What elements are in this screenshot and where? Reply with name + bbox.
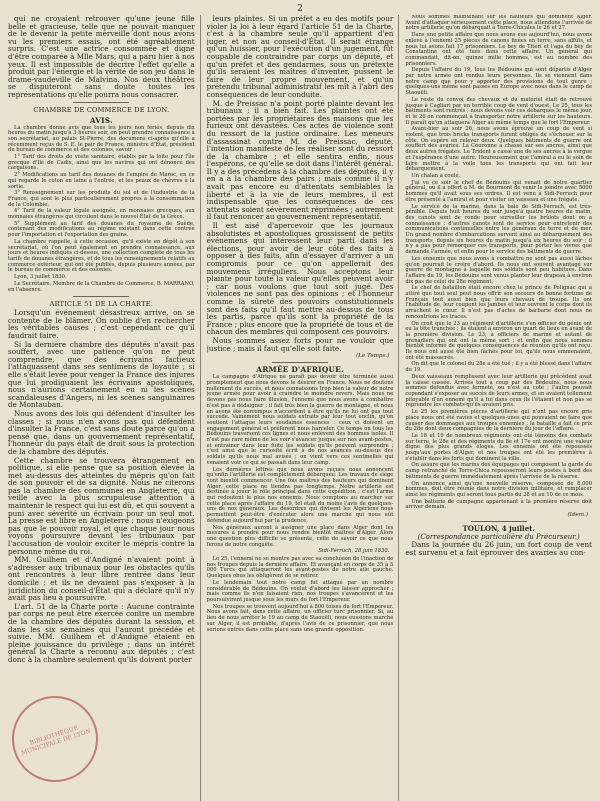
column-2	[207, 15, 400, 801]
paragraph: Dans une petite affaire que nous avons eue aujourd'hui, nous avons enlevé à l'ennemi 25 pièces de canons fixées en terre, sans affûts, et nous lui avons fait 17 prisonniers. Le bey de Titeri et l'aga du bey de Constantine ont été tués dans cette affaire. Un général qui commandait, dit-on, quinze mille hommes, est au nombre des prisonniers.	[405, 32, 592, 67]
paragraph: Nos troupes se trouvent aujourd'hui à 800 toises du fort l'Empereur. Nous avons fait, dans cette affaire, un officier turc prisonnier. Si, au lieu de nous arrêter le 19 au camp de Staouëli, nous eussions marché sur Alger, il est probable, d'après l'avis de ce prisonnier, que nous serions entrés dans cette place sans une grande opposition.	[206, 603, 394, 633]
section-heading: ARTICLE 51 DE LA CHARTE.	[49, 300, 154, 309]
paragraph: L'art. 51 de la Charte porte : Aucune contrainte par corps ne peut être exercée contre un membre de la chambre des députés durant la session, et dans les six semaines qui l'auront précédée et suivie. MM. Guilhem et d'Andigné étaient en pleine jouissance du privilège ; dans un intérêt général la Charte a reconnu aux députés ; c'est donc à la chambre seulement qu'ils doivent porter	[8, 601, 195, 664]
stamp-text: BIBLIOTHÈQUE MUNICIPALE DE LYON	[20, 724, 92, 757]
paragraph: Le lendemain tout notre camp fut attaqué par un nombre considérable de Bédouins. On voulut d'abord les laisser approcher ; mais comme ils n'en faisaient rien, nos troupes s'avancèrent et les poursuivirent jusque sous les murs du fort l'Empereur.	[206, 579, 394, 603]
paragraph: Nous sommes maintenant sur les hauteurs qui dominent Alger. Avant d'attaquer sérieusement cette place, nous attendons l'arrivée de notre artillerie qu'on débarquait à Torre-Chicales le 26 et 27.	[405, 15, 592, 32]
paragraph: Cette chambre se trouvera étrangement en politique, si elle pense que sa position élevée la met au-dessus des atteintes du mépris qu'on fait de son pouvoir et de sa dignité. Nous ne citerons pas la chambre des communes en Angleterre, qui veille avec la plus scrupuleuse attention à maintenir le respect qui lui est dû, et qui souvent a puni avec sévérité un écrivain pour un seul mot. La presse est libre en Angleterre ; nous n'exigeons pas que le pouvoir royal, et que chaque jour nous voyons poursuivre devant les tribunaux par l'accusation de vouloir exciter le mépris contre la personne même du roi.	[8, 455, 195, 556]
paragraph: Il est aisé d'apercevoir que les journaux absolutistes et apostoliques grossissent de petits événemens qui intéressent leur parti dans les élections, pour avoir de leur côté des faits à opposer à des faits, afin d'essayer d'arriver à un compromis pour ce qu'on appellerait des mouvemens irréguliers. Nous acceptons leur plainte pour toute la valeur qu'elles peuvent avoir ; car nous voulons que tout soit jugé. Des violences ne sont pas des opinions ; et l'honneur comme la sûreté des pouvoirs constitutionnels sont des faits qu'il faut mettre au-dessus de tous les partis, parce qu'ils sont la propriété de la France ; plus encore que la propriété de tous et de chacun des membres qui composent ces pouvoirs.	[206, 221, 394, 337]
divider	[471, 521, 527, 522]
paragraph: Les ennemis que nous avons à combattre ne sont pas aussi lâches qu'on pourrait le croire d'abord. Ils nous ont souvent avantagé sur guerre de montagne à laquelle nos soldats sont peu habitués. Dans l'affaire du 19, les Bédouins sont venus planter leur drapeau à environ dix pas de celui du 28e régiment.	[405, 255, 592, 285]
paragraph: 1° Tarif des droits de visite sanitaire, établis par la loite pour l'île grecque d'Ile de Cadix, ainsi que les navires qui ont dénoncé des cargaisons.	[8, 154, 195, 172]
page-number: 2	[297, 4, 303, 14]
divider	[73, 102, 129, 103]
paragraph: Un chalan a coulé.	[411, 172, 461, 179]
paragraph: Le service de la marine, dans la baie de Sidi-Ferruch, est très-pénible. Depuis huit heures du soir jusqu'à quatre heures du matin, des canots sont de ronde pour surveiller les brûlots dont on a connaissance ; d'autres canots sont de service pour entretenir des communications continuelles entre les généraux de terre et de mer. Un grand nombre d'embarcations servent ainsi au débarquement des transports, depuis six heures du matin jusqu'à six heures du soir ; il n'y a pas pour remorquer ces transports, pour porter les vivres que demande l'armée, et enfin pour le service des bâtiments de guerre.	[405, 203, 592, 256]
paragraph: La chambre donne avis que tous les jours non fériés, depuis dix heures du matin jusqu'à 3 heures soir, on peut prendre connaissance à son secrétariat, au palais St-Pierre, des documens ci-après qu'elle a récemment reçus de S. E. le pair de France, ministre d'État, président du bureau de commerce et des colonies, savoir :	[8, 124, 195, 154]
paragraph: 4° Tarif de la valeur légale assignée, en monnaies grecques, aux monnaies étrangères qui circulent dans le nouvel État de la Grèce.	[8, 208, 195, 221]
paragraph: qui ne croyaient retrouver qu'une jeune fille belle et gracieuse, telle que ne pouvait manquer de le devenir la petite merveille dont nous avons vu les premiers essais, ont été agréablement surpris. C'est une actrice consommée et digne d'être comparée à Mlle Mars, qui a paru hier à nos yeux. Il est impossible de décrire l'effet qu'elle a produit par l'énergie et la vérité de son jeu dans le drame-vaudeville de Malvina. Nos deux théâtres se disputeront sans doute toutes les représentations qu'elle pourra nous consacrer.	[8, 15, 195, 99]
paragraph: Deux vaisseaux remplissent avec leur artillerie qui précèdent avait la caisse cassée. Arrivés tout à coup par des Bédouins, nous nous sommes défendus avec fermeté, ou n'est au coté ; l'autre pouvait cependant s'exposer au succès de leurs armes, et en avaient tellement pitoyable d'un ennemi qu'il a fui dans ceux ils l'étaient et non pas se reprendre les combats qu'ils avaient pris.	[405, 373, 592, 409]
paragraph: Depuis l'affaire du 19, tous les Bédouins qui sont départis d'Alger par notre armée ont rendus leurs personnes. Ils se viennent dans notre camp que pour y apporter des provisions de tout genre ; quelques-uns même sont passés en Europe avec nous dans le camp de Staouëli.	[405, 67, 592, 97]
section-subheading: (Correspondance particulière du Précurseur.)	[417, 533, 580, 542]
paragraph: Dans la journée du 26 juin, un fort coup de vent est survenu et a fait éprouver des avaries au con-	[405, 540, 592, 557]
dateline-heading: TOULON, 4 juillet.	[462, 524, 535, 534]
paragraph: Avant-hier au soir 26, nous avons éprouvé un coup de vent si violent, que trois bricks transports furent obligés de s'échouer sur la côte. On espère en relever deux. Quelques bâtiments de guerre ont souffert des avaries. La Couronne a chassé sur ses ancres, ainsi que deux autres frégates. Le Trident a cassé une de ses ancres à la vergue et l'espérance d'une autre. Heureusement que l'amiral a eu le soin de faire mettre à la voile tous les transports qui ont fait leur débarquement.	[405, 126, 592, 173]
paragraph: Le 25 les premières pièces d'artillerie qui n'ont pas encore pris place nous ont été ravies et quelques-unes qui pouvaient ne faire que causer des dommages aux troupes ennemies ; la bataille a fait ce prix du 28e dont deux compagnies de la dernière du jour de l'affaire.	[405, 409, 592, 433]
paragraph: Nous sommes assez forts pour ne vouloir que justice ; mais il faut qu'elle soit faite.	[206, 335, 394, 353]
paragraph: Lyon, 3 juillet 1830.	[14, 274, 67, 281]
divider	[73, 296, 129, 297]
paragraph: Le 18 et 19 de nombreux régiments ont été témoins des combats sur terre, le 28e et des régiments du 8e et 17e ont montré une valeur digne des plus grands éloges. Les ennemis ont été repoussés jusqu'aux portes d'Alger, et nos troupes ont été les premières à s'établir dans les forts qui dominent la ville.	[405, 432, 592, 462]
column-3	[405, 15, 592, 801]
paragraph: Le reste du convoi des chevaux et du matériel était de retrouvé jusque à Cagliari par un terrible coup de vent d'ouest. Le 25, tous les bâtiments sont rentrés ; nous devons voir ces débarqués le même jour, et le 26 on commençait à transporter notre artillerie sur les hauteurs. Il paraît qu'on attaquera Alger au même temps que le fort l'Empereur.	[405, 96, 592, 126]
paragraph: La campagne d'Afrique ne paraît pas devoir être terminée aussi promptement que nous devons le désirer en France. Nous ne doutons nullement du succès, et nous connaissons trop bien la valeur de notre jeune armée pour avoir à craindre le moindre revers. Mais nous ne devons pas nous faire illusion, l'ennemi que nous avons à combattre n'est pas à dédaigner ; il fait très bien la guerre de montagne, et nous en avons été corrompus n'accordent à être qu'ils ne lui ont pas tout succédé. Vainement nous soldats extraits par leur tout enclin, qu'on soutient l'attaque leurs soudaines essences : ceux ci doivent un engagement général et préfèrent nous harceler. Ce temps on tous les Bédouins traversent ces lignes et nous enlèvent des hommes isolés. Il n'est pas rare même de les voir s'avancer jusque sur nos avant-postes, et entrainer dans leur fuite les soldats qu'ils peuvent surprendre ; c'est ainsi que le curiosité écrit à de nos avancés au-dessus des soldats qu'ils nous mal avisés ; on vient vers ces sentinelles qui venaient voir ce qui se passait dans leur camp.	[206, 374, 394, 466]
source-attribution: (Le Temps.)	[356, 353, 390, 360]
paragraph: 3° Renseignement sur les produits du sol et de l'industrie de la France, qui sont le plus particulièrement propres à la consommation de la Colombie.	[8, 190, 195, 208]
paragraph: Une batterie de campagne appartenant à la première réserve doit arriver demain.	[405, 498, 592, 511]
paragraph: On croit que le 23 au régiment d'artillerie s'en officier du génie ont eu la tête tranchée ; ils étaient à environ un quart de lieue en avant de la première division. Le 23, à officiers de marine et autant de grenadiers qui ont ont la même sort ; et enfin que nous sommes bientôt informé de quelques conséquences de réunion qu'ils ont reçu. Ils nous ont aussi été bien fâchés pour toi, qu'ils nous emmenaient, ont été massacrés.	[405, 320, 592, 361]
paragraph: leurs plaintes. Si un préfet a eu des motifs pour violer la loi à leur égard l'article 51 de la Charte, c'est à la chambre seule qu'il appartient d'en juger, et non au conseil-d'État. Il serait étrange qu'un huissier, pour l'exécution d'un jugement, fût coupable de contraindre par corps un député, et qu'un préfet et des gendarmes, sous un prétexte qu'ils seraient les maîtres d'inventer, pussent le faire de leur propre mouvement, et qu'un prétendu tribunal administratif les mît à l'abri des conséquences de leur conduite.	[206, 15, 394, 99]
paragraph: MM. Guilhem et d'Andigné n'avaient point à s'adresser aux tribunaux pour les obstacles qu'ils ont rencontrés à leur libre rentrée dans leur domicile ; et ils ne devaient pas s'exposer à la juridiction du conseil-d'État qui a déclaré qu'il n'y avait pas lieu à poursuivre.	[8, 555, 195, 603]
paragraph: Les dernières lettres que nous avons reçues nous annoncent qu'enfin l'artillerie est complètement débarquée. Les travaux de siège vont bientôt commencer. Une fois maîtres des hauteurs qui dominent Alger, cette place ne tiendra pas longtemps. Notre artillerie est destinée à jouer le rôle principal dans cette expédition ; c'est l'arme qui redoutent le plus nos ennemis. Nous comptons au marcher sur cette place après l'affaire du 19, tel était du moins l'avis de quelques-uns de nos généraux. Les désordres qui divisent les Algériens nous permettent peut-être d'exécuter alors une marche qui nous eût défendue aujourd'hui par la prudence.	[206, 466, 394, 524]
dateline: Sidi-Ferruch, 28 juin 1830.	[318, 548, 390, 555]
paragraph: Si la dernière chambre des députés n'avait pas souffert, avec une patience qu'on ne peut comprendre, que des écrivains factieux l'attaquassent dans ses sentimens de loyauté ; si elle s'était levée pour venger la France des injures que lui prodiguaient les écrivains apostoliques, nous n'aurions certainement eu ni les scènes scandaleuses d'Angers, ni les scènes sanguinaires de Montauban.	[8, 339, 195, 410]
paragraph: 5° Supplément au tarif des douanes du royaume de Suède, contenant des modifications au régime existant dans cette contrée pour l'importation et l'exportation des grains.	[8, 220, 195, 239]
paragraph: Lorsqu'un événement désastreux arrive, on se contente de le blâmer. On oublie d'en rechercher les véritables causes ; c'est cependant ce qu'il faudrait faire.	[8, 308, 195, 340]
section-subheading: AVIS.	[89, 115, 113, 125]
paragraph: Nous avons des lois qui défendent d'insulter les classes ; si nous n'en avons pas qui défendent d'insulter la France, c'est sans doute parce qu'on a pensé que, dans un gouvernement représentatif, l'honneur du pays était de droit sous la protection de la chambre des députés.	[8, 408, 195, 456]
source-attribution: (Idem.)	[567, 512, 589, 519]
paragraph: 2° Modifications au tarif des douanes de l'empire de Maroc, en ce qui regarde le coton en laine à l'entrée, et les peaux de chèvres à la sortie.	[8, 172, 195, 190]
paragraph: Le 25, l'ennemi ne se montre pas avec sa conclusion de l'inaction de nos troupes depuis la dernière affaire. Et avançant en corps de 35 à 5 000 Turcs qui attaqueront les avant-postes de notre aile gauche. Quelques obus les obligèrent de se retirer.	[206, 556, 394, 580]
section-heading: ARMÉE D'AFRIQUE.	[256, 365, 344, 375]
columns	[8, 15, 592, 801]
paragraph: On assure que les marins des équipages qui composent la garde du camp retranché de Torre-Chica repousseront leurs postes à bord des bâtiments de guerre immédiatement après l'arrivée de la réserve.	[405, 462, 592, 480]
paragraph: On annonce ainsi qu'une nouvelle réserve, composée de 8,000 hommes, doit être réunie dans notre division militaire, et remplacer ainsi les régiments qui seront tous partis du 28 et au 10 de ce mois.	[405, 480, 592, 498]
section-heading: CHAMBRE DE COMMERCE DE LYON.	[33, 105, 170, 114]
paragraph: J'ai vu ce soir le chef de Bédouins qui venait de notre quartier général, où il a offert à M. de Bourmont de venir le joindre avec 5000 hommes qu'il avait sous ses ordres. Il est venu à Sidi-Ferruch pour être présenté à l'amiral et pour visiter un vaisseau et une frégate.	[405, 179, 592, 203]
paragraph: M. de Preissac n'a point porté plainte devant les tribunaux ; il a bien fait. Les plaintes ont été portées par les propriétaires des maisons que les furieux ont dévastées. Ces actes de violence sont du ressort de la justice ordinaire. Les meneurs d'assassinat contre M. de Preissac, député, l'intention manifeste de les réaliser sont du ressort de la chambre ; et elle sentira enfin, nous l'espérons, ce qu'elle se doit dans l'intérêt général. Il y a des précédens à la chambre des députés, il y en a à la chambre des pairs ; mais comme il n'y avait pas encore eu d'attentats semblables la liberté et à la vie de leurs membres, il est indispensable que les conséquences de ces attentats soient sévèrement réprimées ; autrement il faut renoncer au gouvernement représentatif.	[206, 98, 394, 222]
paragraph: La chambre rappelle, à cette occasion, qu'il existe en dépôt à son secrétariat, où l'on peut également en prendre connaissance, aux jours et heures indiqués ci-dessus, une collection complète de tous les tarifs de douanes étrangères, et de tous les renseignements relatifs au commerce extérieur, qui ont été publiés, depuis plusieurs années, par le bureau de commerce et des colonies.	[8, 238, 195, 274]
paragraph: Nos généraux auront à assigner une place dans Alger dont les mesures à prendre pour nous rendre bientôt maîtres d'Alger. Alors une question plus difficile se présente, celle de savoir ce que nous ferons de notre conquête.	[206, 524, 394, 548]
column-1	[8, 15, 201, 801]
divider	[272, 362, 328, 363]
signature: Le Secrétaire, Membre de la Chambre de Commerce, B. MARRANO, en l'absence.	[8, 280, 195, 293]
paragraph: Le chef de bataillon était encore chez le prince de Polignac qui a attiré que tout seul peut nous offrir son secours de bonne fortune de Français tout aussi bien que leurs chevaux de troupe. Ils ont l'habitude de, leur coupent les jambes et leur ouvrent le corps dont ils arrachent le cœur. Il n'est pas d'actes de barbarie dont nous ne rencontrions les traces.	[405, 285, 592, 320]
paragraph: On dit que le colonel du 28e a été tué ; il y a été blessé dans l'affaire du 19.	[405, 361, 592, 374]
